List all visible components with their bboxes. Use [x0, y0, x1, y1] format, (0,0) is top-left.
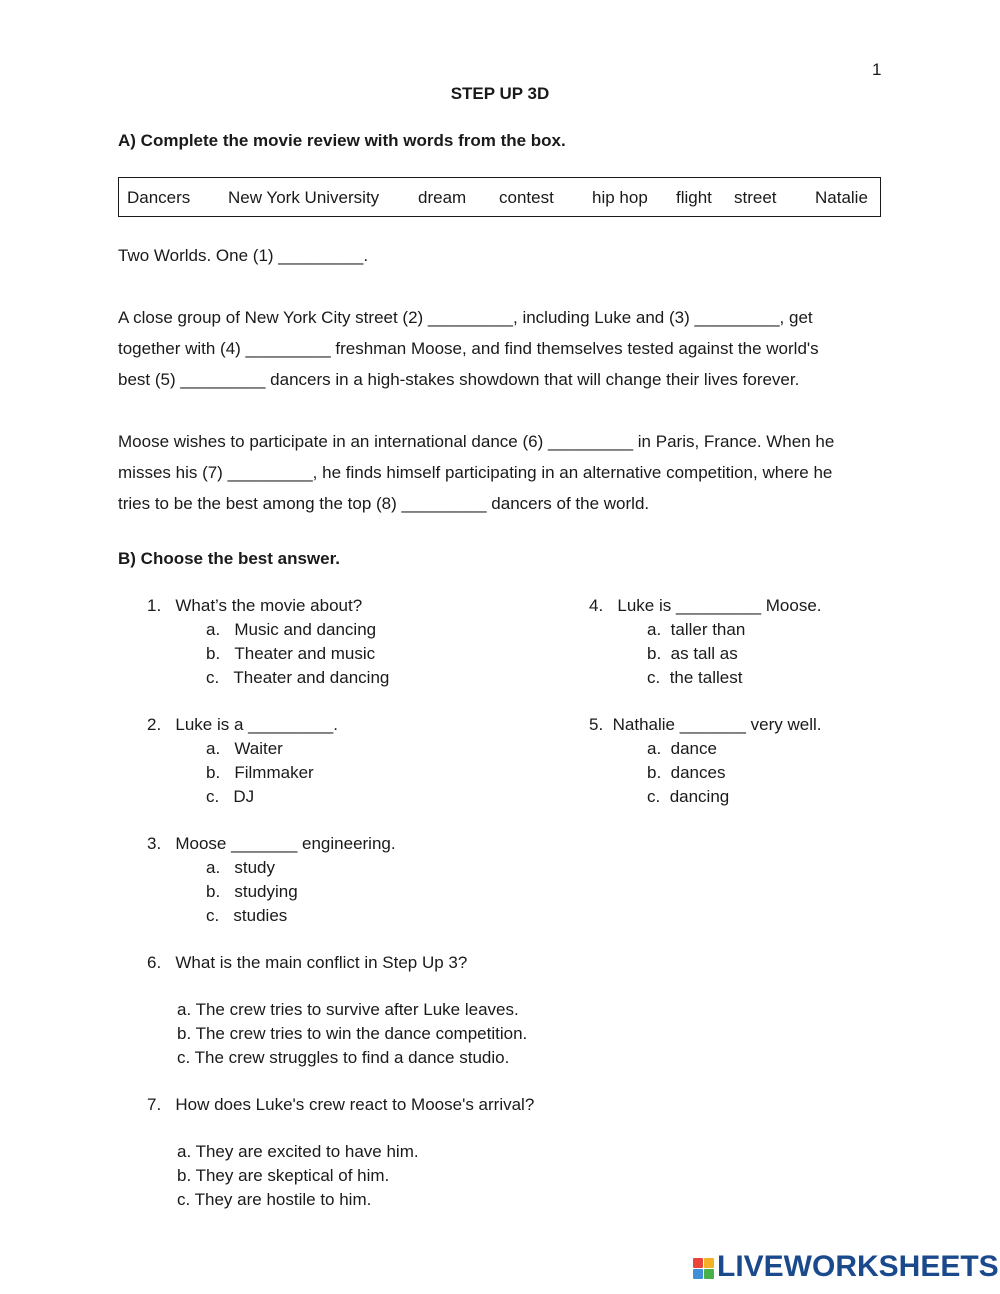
option[interactable] — [206, 882, 298, 902]
option-letter: a. — [206, 858, 221, 877]
option-text: Waiter — [234, 739, 283, 758]
option[interactable] — [206, 644, 375, 664]
question-6 — [147, 953, 467, 973]
option[interactable] — [177, 1048, 509, 1068]
option[interactable] — [177, 1000, 519, 1020]
question-number: 6. — [147, 953, 162, 972]
option-letter: c. — [647, 787, 661, 806]
question-text: Moose _______ engineering. — [175, 834, 396, 853]
option-letter: b. — [206, 882, 221, 901]
option-letter: a. — [206, 620, 221, 639]
option-text: dance — [670, 739, 717, 758]
option[interactable] — [177, 1190, 371, 1210]
logo-block — [693, 1269, 703, 1279]
review-line: best (5) _________ dancers in a high-stakes showdown that will change their lives forever. — [118, 370, 800, 389]
question-text: Luke is a _________. — [175, 715, 338, 734]
option[interactable] — [206, 620, 376, 640]
option-text: studies — [233, 906, 288, 925]
section-a-heading: A) Complete the movie review with words from the box. — [118, 131, 566, 150]
option-letter: b. — [206, 763, 221, 782]
option[interactable] — [206, 858, 275, 878]
option-letter: c. — [206, 787, 220, 806]
option-letter: a. — [206, 739, 221, 758]
question-5 — [589, 715, 822, 735]
option-text: c. They are hostile to him. — [177, 1190, 372, 1209]
option[interactable] — [647, 787, 729, 807]
option-text: b. The crew tries to win the dance competition. — [177, 1024, 528, 1043]
option-letter: b. — [647, 644, 662, 663]
word-box-item: hip hop — [592, 188, 648, 207]
word-box-item: Dancers — [127, 188, 191, 207]
option-text: a. They are excited to have him. — [177, 1142, 419, 1161]
page-number: 1 — [872, 60, 882, 79]
question-number: 4. — [589, 596, 604, 615]
option-letter: b. — [647, 763, 662, 782]
option[interactable] — [177, 1166, 389, 1186]
option[interactable] — [177, 1024, 527, 1044]
liveworksheets-logo — [693, 1250, 999, 1286]
option-text: Music and dancing — [234, 620, 377, 639]
option[interactable] — [647, 739, 717, 759]
logo-block — [704, 1258, 714, 1268]
option-text: as tall as — [670, 644, 738, 663]
logo-text: LIVEWORKSHEETS — [717, 1250, 999, 1283]
option[interactable] — [206, 787, 254, 807]
review-line: A close group of New York City street (2) _________, including Luke and (3) _________, get — [118, 308, 813, 327]
word-box-item: flight — [676, 188, 712, 207]
question-3 — [147, 834, 396, 854]
word-box-item: dream — [418, 188, 467, 207]
option-letter: a. — [647, 620, 662, 639]
document-title: STEP UP 3D — [450, 84, 550, 103]
logo-blocks-icon — [693, 1258, 715, 1280]
section-b-heading: B) Choose the best answer. — [118, 549, 340, 568]
option-text: c. The crew struggles to find a dance studio. — [177, 1048, 510, 1067]
word-box-item: New York University — [228, 188, 380, 207]
option-text: a. The crew tries to survive after Luke leaves. — [177, 1000, 519, 1019]
question-number: 5. — [589, 715, 604, 734]
option[interactable] — [647, 620, 745, 640]
question-number: 3. — [147, 834, 162, 853]
option-text: Theater and music — [234, 644, 376, 663]
option-text: taller than — [670, 620, 746, 639]
question-number: 1. — [147, 596, 162, 615]
question-2 — [147, 715, 338, 735]
option[interactable] — [177, 1142, 419, 1162]
option[interactable] — [206, 668, 389, 688]
review-paragraph-1 — [118, 302, 898, 395]
logo-block — [693, 1258, 703, 1268]
option[interactable] — [206, 763, 314, 783]
review-paragraph-2 — [118, 426, 898, 519]
option-letter: a. — [647, 739, 662, 758]
question-text: How does Luke's crew react to Moose's arrival? — [175, 1095, 535, 1114]
question-text: What’s the movie about? — [175, 596, 363, 615]
option-text: study — [234, 858, 275, 877]
question-number: 2. — [147, 715, 162, 734]
option[interactable] — [647, 668, 742, 688]
question-text: Luke is _________ Moose. — [617, 596, 822, 615]
review-line: misses his (7) _________, he finds himself participating in an alternative competition, where he — [118, 463, 833, 482]
question-text: Nathalie _______ very well. — [612, 715, 822, 734]
option-text: Filmmaker — [234, 763, 314, 782]
option-letter: c. — [206, 906, 220, 925]
word-box-item: street — [734, 188, 777, 207]
option[interactable] — [647, 763, 725, 783]
option-text: dances — [670, 763, 726, 782]
option-text: b. They are skeptical of him. — [177, 1166, 390, 1185]
word-box-item: contest — [499, 188, 554, 207]
option-text: dancing — [669, 787, 730, 806]
option[interactable] — [647, 644, 738, 664]
question-number: 7. — [147, 1095, 162, 1114]
review-line: Two Worlds. One (1) _________. — [118, 246, 369, 265]
review-line: Moose wishes to participate in an international dance (6) _________ in Paris, France. When he — [118, 432, 835, 451]
option-letter: b. — [206, 644, 221, 663]
option-text: DJ — [233, 787, 255, 806]
review-tagline — [118, 240, 898, 271]
question-1 — [147, 596, 362, 616]
option-text: Theater and dancing — [233, 668, 390, 687]
option[interactable] — [206, 906, 287, 926]
question-7 — [147, 1095, 534, 1115]
option[interactable] — [206, 739, 283, 759]
question-text: What is the main conflict in Step Up 3? — [175, 953, 468, 972]
review-line: together with (4) _________ freshman Moose, and find themselves tested against the world's — [118, 339, 819, 358]
logo-block — [704, 1269, 714, 1279]
option-letter: c. — [647, 668, 661, 687]
option-letter: c. — [206, 668, 220, 687]
word-box — [118, 177, 881, 217]
option-text: studying — [234, 882, 298, 901]
review-line: tries to be the best among the top (8) _________ dancers of the world. — [118, 494, 650, 513]
word-box-item: Natalie — [815, 188, 868, 207]
question-4 — [589, 596, 822, 616]
option-text: the tallest — [669, 668, 743, 687]
